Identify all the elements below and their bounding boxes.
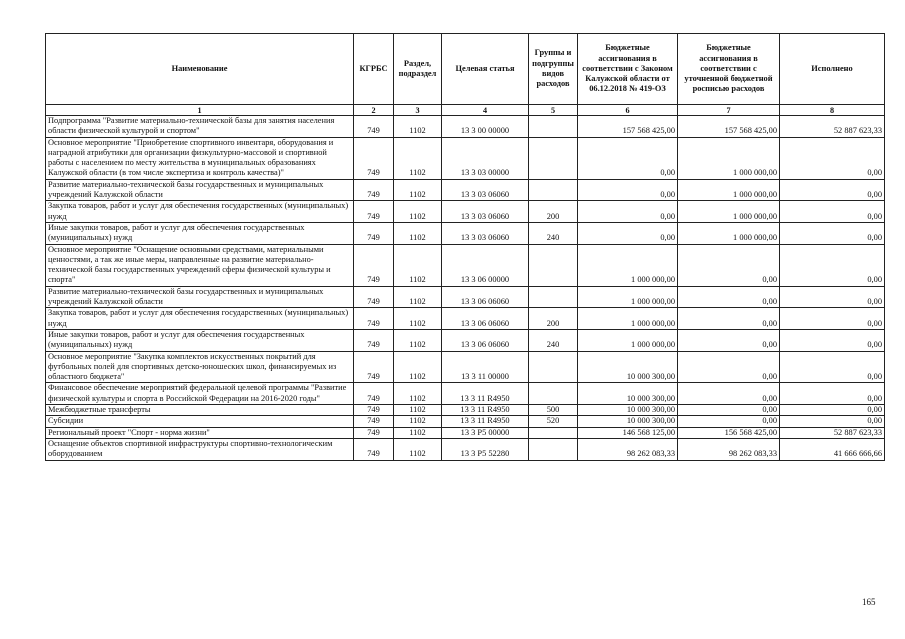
row-allocation-law: 10 000 300,00: [578, 383, 678, 405]
row-allocation-revised: 0,00: [678, 244, 780, 286]
header-name: Наименование: [46, 34, 354, 105]
column-number: 8: [780, 105, 885, 116]
row-executed: 52 887 623,33: [780, 427, 885, 438]
row-section: 1102: [394, 427, 442, 438]
row-kgrbs: 749: [354, 179, 394, 201]
row-executed: 0,00: [780, 201, 885, 223]
row-section: 1102: [394, 286, 442, 308]
row-kgrbs: 749: [354, 383, 394, 405]
row-target-article: 13 3 06 06060: [442, 286, 529, 308]
budget-table: [45, 33, 885, 461]
row-allocation-law: 10 000 300,00: [578, 351, 678, 383]
row-expense-group: [529, 438, 578, 460]
header-section: Раздел, подраздел: [394, 34, 442, 105]
row-allocation-revised: 1 000 000,00: [678, 137, 780, 179]
row-section: 1102: [394, 222, 442, 244]
row-allocation-law: 157 568 425,00: [578, 116, 678, 138]
row-target-article: 13 3 03 06060: [442, 201, 529, 223]
row-kgrbs: 749: [354, 244, 394, 286]
row-section: 1102: [394, 405, 442, 416]
row-target-article: 13 3 03 06060: [442, 179, 529, 201]
row-executed: 0,00: [780, 308, 885, 330]
table-row: [46, 116, 885, 138]
row-expense-group: [529, 286, 578, 308]
row-allocation-law: 1 000 000,00: [578, 308, 678, 330]
row-section: 1102: [394, 137, 442, 179]
table-row: [46, 201, 885, 223]
column-number: 2: [354, 105, 394, 116]
row-section: 1102: [394, 383, 442, 405]
table-row: [46, 383, 885, 405]
table-row: [46, 438, 885, 460]
row-expense-group: [529, 351, 578, 383]
row-allocation-revised: 0,00: [678, 416, 780, 427]
row-executed: 0,00: [780, 244, 885, 286]
table-row: [46, 329, 885, 351]
table-row: [46, 351, 885, 383]
table-row: [46, 416, 885, 427]
table-row: [46, 222, 885, 244]
row-executed: 0,00: [780, 416, 885, 427]
row-allocation-law: 10 000 300,00: [578, 405, 678, 416]
row-allocation-revised: 0,00: [678, 308, 780, 330]
row-executed: 41 666 666,66: [780, 438, 885, 460]
table-row: [46, 405, 885, 416]
row-allocation-revised: 1 000 000,00: [678, 222, 780, 244]
row-name: Финансовое обеспечение мероприятий федеральной целевой программы "Развитие физической культуры и спорта в Российской Федерации на 2016-2020 годы": [46, 383, 354, 405]
row-target-article: 13 3 06 06060: [442, 308, 529, 330]
row-kgrbs: 749: [354, 427, 394, 438]
row-expense-group: [529, 427, 578, 438]
row-executed: 0,00: [780, 351, 885, 383]
table-body: [46, 116, 885, 461]
row-target-article: 13 3 11 R4950: [442, 405, 529, 416]
row-allocation-revised: 0,00: [678, 286, 780, 308]
row-expense-group: [529, 244, 578, 286]
row-section: 1102: [394, 308, 442, 330]
row-expense-group: 240: [529, 222, 578, 244]
row-executed: 0,00: [780, 179, 885, 201]
row-allocation-law: 10 000 300,00: [578, 416, 678, 427]
row-executed: 0,00: [780, 286, 885, 308]
column-number: 6: [578, 105, 678, 116]
row-allocation-law: 98 262 083,33: [578, 438, 678, 460]
row-expense-group: [529, 137, 578, 179]
row-executed: 0,00: [780, 222, 885, 244]
row-allocation-law: 1 000 000,00: [578, 286, 678, 308]
table-row: [46, 286, 885, 308]
row-allocation-revised: 0,00: [678, 383, 780, 405]
row-allocation-revised: 1 000 000,00: [678, 201, 780, 223]
row-kgrbs: 749: [354, 116, 394, 138]
row-expense-group: 520: [529, 416, 578, 427]
row-section: 1102: [394, 351, 442, 383]
row-allocation-revised: 0,00: [678, 329, 780, 351]
row-name: Закупка товаров, работ и услуг для обеспечения государственных (муниципальных) нужд: [46, 201, 354, 223]
row-allocation-law: 146 568 125,00: [578, 427, 678, 438]
row-target-article: 13 3 03 06060: [442, 222, 529, 244]
row-name: Региональный проект "Спорт - норма жизни": [46, 427, 354, 438]
row-name: Иные закупки товаров, работ и услуг для обеспечения государственных (муниципальных) нужд: [46, 329, 354, 351]
row-target-article: 13 3 06 00000: [442, 244, 529, 286]
row-section: 1102: [394, 416, 442, 427]
row-target-article: 13 3 00 00000: [442, 116, 529, 138]
header-target: Целевая статья: [442, 34, 529, 105]
row-name: Основное мероприятие "Закупка комплектов искусственных покрытий для футбольных полей для спортивных детско-юношеских школ, финансируемых из областного бюджета": [46, 351, 354, 383]
header-kgrbs: КГРБС: [354, 34, 394, 105]
row-executed: 0,00: [780, 329, 885, 351]
row-target-article: 13 3 11 R4950: [442, 416, 529, 427]
header-executed: Исполнено: [780, 34, 885, 105]
row-target-article: 13 3 P5 00000: [442, 427, 529, 438]
table-row: [46, 179, 885, 201]
row-name: Иные закупки товаров, работ и услуг для обеспечения государственных (муниципальных) нужд: [46, 222, 354, 244]
row-target-article: 13 3 P5 52280: [442, 438, 529, 460]
row-name: Субсидии: [46, 416, 354, 427]
row-allocation-revised: 1 000 000,00: [678, 179, 780, 201]
row-name: Основное мероприятие "Приобретение спортивного инвентаря, оборудования и наградной атрибутики для организации физкультурно-массовой и спортивной работы с населением по месту жительства в муниципальных образованиях Калужской области (в том числе экспертиза и контроль качества)": [46, 137, 354, 179]
row-expense-group: 200: [529, 201, 578, 223]
row-section: 1102: [394, 179, 442, 201]
page-number: 165: [862, 597, 876, 607]
row-section: 1102: [394, 438, 442, 460]
table-row: [46, 244, 885, 286]
row-allocation-law: 0,00: [578, 222, 678, 244]
row-kgrbs: 749: [354, 308, 394, 330]
row-expense-group: 500: [529, 405, 578, 416]
row-expense-group: 240: [529, 329, 578, 351]
row-kgrbs: 749: [354, 329, 394, 351]
row-name: Закупка товаров, работ и услуг для обеспечения государственных (муниципальных) нужд: [46, 308, 354, 330]
row-allocation-revised: 156 568 425,00: [678, 427, 780, 438]
row-expense-group: [529, 383, 578, 405]
row-kgrbs: 749: [354, 351, 394, 383]
row-allocation-law: 0,00: [578, 137, 678, 179]
row-allocation-revised: 0,00: [678, 405, 780, 416]
row-allocation-law: 1 000 000,00: [578, 329, 678, 351]
row-name: Основное мероприятие "Оснащение основными средствами, материальными ценностями, а так же иные меры, направленные на развитие материально-технической базы государственных учреждений сферы физической культуры и спорта": [46, 244, 354, 286]
row-allocation-revised: 157 568 425,00: [678, 116, 780, 138]
row-name: Межбюджетные трансферты: [46, 405, 354, 416]
row-allocation-law: 1 000 000,00: [578, 244, 678, 286]
row-executed: 0,00: [780, 405, 885, 416]
row-kgrbs: 749: [354, 416, 394, 427]
row-allocation-revised: 0,00: [678, 351, 780, 383]
column-number: 3: [394, 105, 442, 116]
column-number: 5: [529, 105, 578, 116]
row-kgrbs: 749: [354, 222, 394, 244]
row-section: 1102: [394, 201, 442, 223]
row-name: Подпрограмма "Развитие материально-технической базы для занятия населения области физической культурой и спортом": [46, 116, 354, 138]
row-name: Оснащение объектов спортивной инфраструктуры спортивно-технологическим оборудованием: [46, 438, 354, 460]
row-kgrbs: 749: [354, 438, 394, 460]
row-section: 1102: [394, 116, 442, 138]
row-executed: 52 887 623,33: [780, 116, 885, 138]
row-allocation-revised: 98 262 083,33: [678, 438, 780, 460]
row-allocation-law: 0,00: [578, 201, 678, 223]
header-groups: Группы и подгруппы видов расходов: [529, 34, 578, 105]
table-row: [46, 137, 885, 179]
row-kgrbs: 749: [354, 201, 394, 223]
table-row: [46, 308, 885, 330]
row-expense-group: [529, 179, 578, 201]
row-expense-group: [529, 116, 578, 138]
header-allocations-revised: Бюджетные ассигнования в соответствии с уточненной бюджетной росписью расходов: [678, 34, 780, 105]
column-number-row: [46, 105, 885, 116]
column-number: 7: [678, 105, 780, 116]
row-executed: 0,00: [780, 383, 885, 405]
row-target-article: 13 3 06 06060: [442, 329, 529, 351]
row-kgrbs: 749: [354, 286, 394, 308]
header-row: [46, 34, 885, 105]
row-kgrbs: 749: [354, 137, 394, 179]
column-number: 4: [442, 105, 529, 116]
row-section: 1102: [394, 329, 442, 351]
row-target-article: 13 3 11 00000: [442, 351, 529, 383]
row-expense-group: 200: [529, 308, 578, 330]
row-name: Развитие материально-технической базы государственных и муниципальных учреждений Калужской области: [46, 179, 354, 201]
row-kgrbs: 749: [354, 405, 394, 416]
row-target-article: 13 3 11 R4950: [442, 383, 529, 405]
row-target-article: 13 3 03 00000: [442, 137, 529, 179]
row-executed: 0,00: [780, 137, 885, 179]
header-allocations-law: Бюджетные ассигнования в соответствии с Законом Калужской области от 06.12.2018 № 419-ОЗ: [578, 34, 678, 105]
row-section: 1102: [394, 244, 442, 286]
table-row: [46, 427, 885, 438]
column-number: 1: [46, 105, 354, 116]
row-name: Развитие материально-технической базы государственных и муниципальных учреждений Калужской области: [46, 286, 354, 308]
row-allocation-law: 0,00: [578, 179, 678, 201]
